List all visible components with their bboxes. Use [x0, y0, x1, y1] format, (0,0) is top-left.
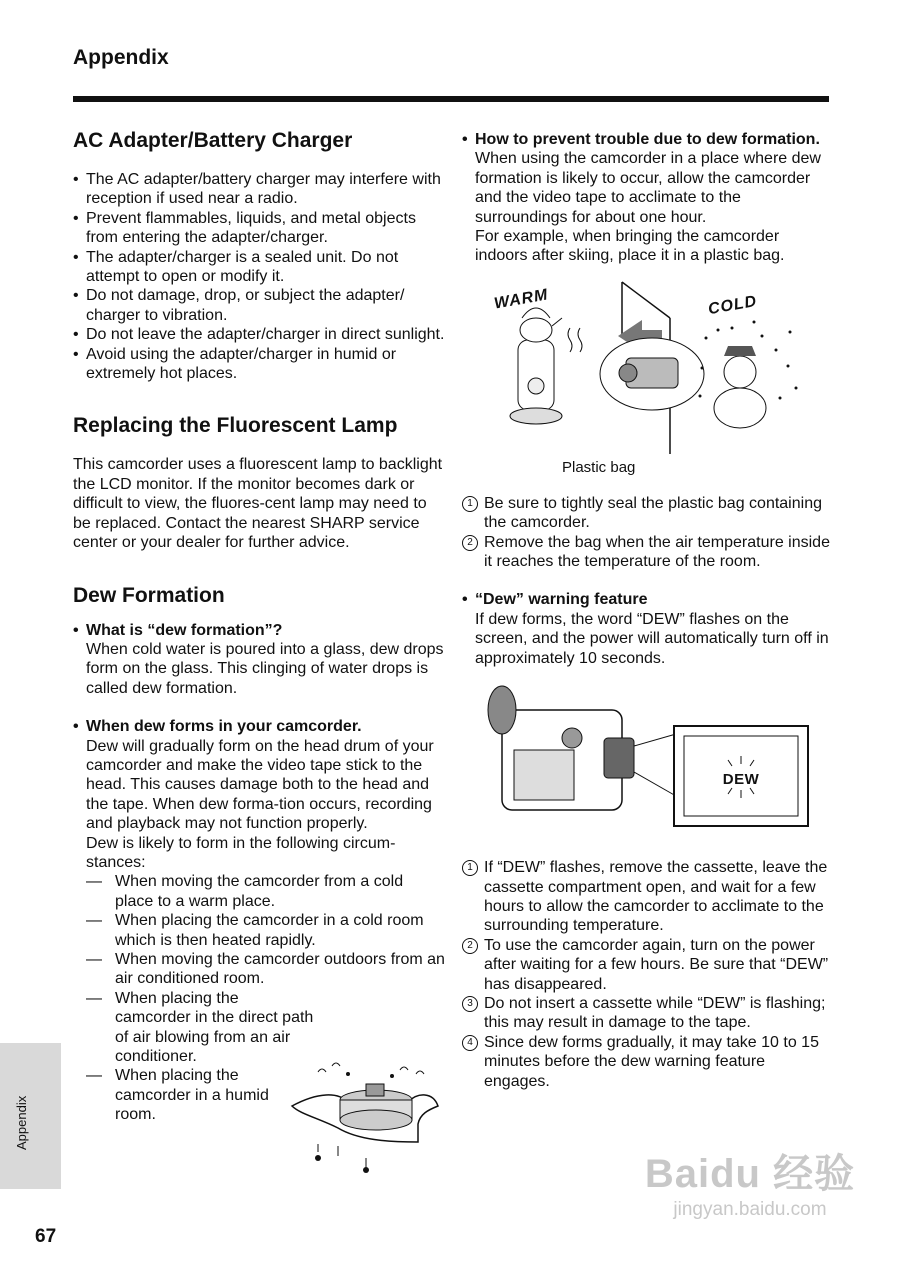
lamp-body: This camcorder uses a fluorescent lamp to backlight the LCD monitor. If the monitor becomes dark or difficult to view, the fluores-cent lamp may need to be replaced. Contact the nearest SHARP service center or your dealer for further advice.	[73, 456, 443, 552]
dew-warning-body: If dew forms, the word “DEW” flashes on the screen, and the power will automatically turn off in approximately 10 seconds.	[475, 610, 829, 667]
watermark-url: jingyan.baidu.com	[673, 1199, 827, 1220]
side-tab-label: Appendix	[14, 1095, 29, 1150]
side-tab	[0, 1043, 61, 1189]
list-item: • The AC adapter/battery charger may interfere with reception if used near a radio.	[73, 170, 445, 209]
list-item: 1 Be sure to tightly seal the plastic bag containing the camcorder.	[462, 494, 834, 533]
list-item: — When placing the camcorder in a cold room which is then heated rapidly.	[86, 912, 424, 949]
prevent-example: For example, when bringing the camcorder indoors after skiing, place it in a plastic bag.	[475, 228, 785, 265]
list-item: — When moving the camcorder from a cold place to a warm place.	[86, 873, 404, 910]
cold-label: COLD	[706, 292, 759, 319]
list-item: 1 If “DEW” flashes, remove the cassette, leave the cassette compartment open, and wait for a few hours to allow the camcorder to acclimate to the surrounding temperature.	[462, 858, 834, 936]
section-label: Appendix	[73, 46, 169, 69]
list-item: — When placing the camcorder in the direct path of air blowing from an air conditioner.	[86, 989, 314, 1066]
ac-list	[73, 170, 445, 383]
list-item: 2 Remove the bag when the air temperature inside it reaches the temperature of the room.	[462, 533, 834, 572]
watermark-brand: Baidu 经验	[644, 1152, 856, 1196]
camcorder-drawing	[462, 680, 834, 848]
dew-title: Dew Formation	[73, 583, 225, 607]
ac-title: AC Adapter/Battery Charger	[73, 129, 353, 152]
dew-what-heading: • What is “dew formation”?	[73, 621, 445, 640]
prevent-body: When using the camcorder in a place where dew formation is likely to occur, allow the camcorder and the video tape to acclimate to the surroundings for about one hour.	[475, 150, 821, 226]
warm-label: WARM	[492, 286, 550, 313]
header-rule	[73, 96, 829, 102]
dew-when-heading: • When dew forms in your camcorder.	[73, 717, 445, 736]
dew-what-body: When cold water is poured into a glass, dew drops form on the glass. This clinging of water drops is called dew formation.	[86, 640, 444, 697]
plastic-bag-caption: Plastic bag	[562, 458, 636, 476]
list-item: 3 Do not insert a cassette while “DEW” is flashing; this may result in damage to the tape.	[462, 994, 834, 1033]
list-item: • Prevent flammables, liquids, and metal objects from entering the adapter/charger.	[73, 209, 445, 248]
page-number: 67	[35, 1226, 57, 1247]
dew-circumstances: Dew is likely to form in the following circum-stances:	[86, 834, 396, 871]
right-column	[462, 130, 834, 1091]
list-item: • Avoid using the adapter/charger in humid or extremely hot places.	[73, 345, 445, 384]
dew-screen-label: DEW	[722, 771, 760, 789]
list-item: • Do not damage, drop, or subject the adapter/ charger to vibration.	[73, 286, 445, 325]
left-column	[73, 128, 445, 1125]
air-conditioner-illustration	[288, 1062, 444, 1174]
list-item: 2 To use the camcorder again, turn on the power after waiting for a few hours. Be sure that “DEW” has disappeared.	[462, 936, 834, 994]
list-item: — When moving the camcorder outdoors from an air conditioned room.	[86, 951, 445, 988]
plastic-bag-illustration	[462, 278, 834, 480]
list-item: 4 Since dew forms gradually, it may take 10 to 15 minutes before the dew warning feature engages.	[462, 1033, 834, 1091]
list-item: • The adapter/charger is a sealed unit. Do not attempt to open or modify it.	[73, 248, 445, 287]
lamp-title: Replacing the Fluorescent Lamp	[73, 414, 398, 438]
watermark	[640, 1142, 860, 1221]
prevent-heading: • How to prevent trouble due to dew formation.	[462, 130, 834, 149]
dew-screen-illustration	[462, 680, 834, 848]
dew-when-body: Dew will gradually form on the head drum of your camcorder and make the video tape stick to the head. This causes damage both to the head and the tape. When dew forma-tion occurs, recording and playback may not function properly.	[86, 737, 434, 833]
list-item: — When placing the camcorder in a humid room.	[86, 1067, 269, 1124]
list-item: • Do not leave the adapter/charger in direct sunlight.	[73, 325, 445, 344]
dew-warning-heading: • “Dew” warning feature	[462, 590, 834, 609]
